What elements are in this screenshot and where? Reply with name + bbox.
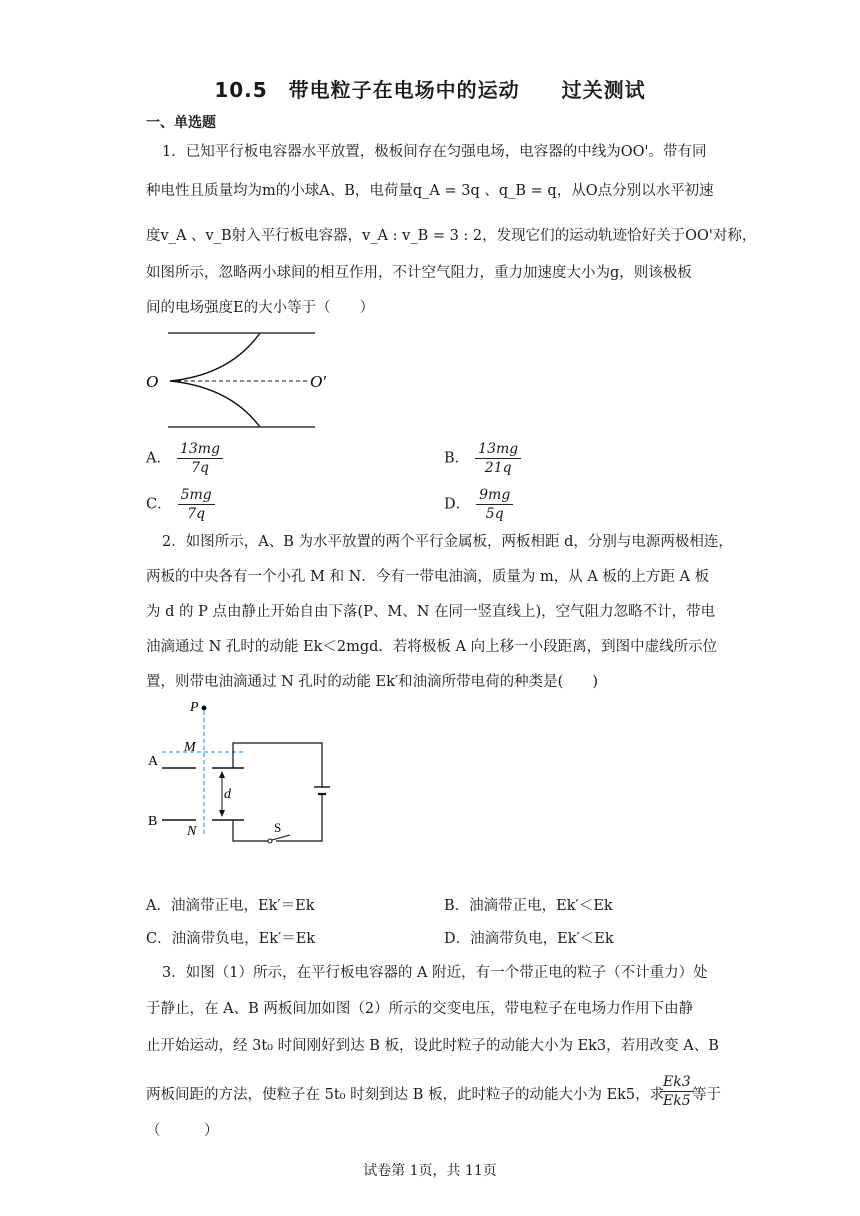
label-m: M xyxy=(184,740,196,755)
q1-option-b[interactable]: B． $\frac{13mg}{21q}$ xyxy=(444,440,521,477)
q2-option-a[interactable]: A．油滴带正电，Ek′＝Ek xyxy=(146,898,315,914)
q3-line-2: 于静止，在 A、B 两板间加如图（2）所示的交变电压，带电粒子在电场力作用下由静 xyxy=(146,1001,694,1017)
q2-line-5: 置，则带电油滴通过 N 孔时的动能 Ek′和油滴所带电荷的种类是( ) xyxy=(146,674,598,690)
q1-line-1: 1．已知平行板电容器水平放置，极板间存在匀强电场，电容器的中线为OO'。带有同 xyxy=(162,144,707,160)
q1-line-3: 度v_A 、v_B射入平行板电容器，v_A : v_B = 3 : 2，发现它们的运动轨迹恰好关于OO'对称， xyxy=(146,228,757,244)
q2-line-2: 两板的中央各有一个小孔 M 和 N．今有一带电油滴，质量为 m，从 A 板的上方距 A 板 xyxy=(146,569,710,585)
q2-option-d[interactable]: D．油滴带负电，Ek′＜Ek xyxy=(444,931,614,947)
q1-option-c[interactable]: C． $\frac{5mg}{7q}$ xyxy=(146,486,215,523)
q2-line-4: 油滴通过 N 孔时的动能 Ek＜2mgd．若将极板 A 向上移一小段距离，到图中虚线所示位 xyxy=(146,639,718,655)
q1-line-2: 种电性且质量均为m的小球A、B，电荷量q_A = 3q 、q_B = q，从O点分别以水平初速 xyxy=(146,183,714,199)
q3-line-4: 两板间距的方法，使粒子在 5t₀ 时刻到达 B 板，此时粒子的动能大小为 Ek5，求 xyxy=(146,1087,665,1103)
label-s: S xyxy=(274,820,282,835)
q1-option-a[interactable]: A． $\frac{13mg}{7q}$ xyxy=(146,440,223,477)
q2-option-b[interactable]: B．油滴带正电，Ek′＜Ek xyxy=(444,898,613,914)
q2-circuit-figure xyxy=(140,695,340,855)
q3-ratio-fraction: $\frac{Ek3}{Ek5}$ xyxy=(660,1073,694,1110)
q3-line-3: 止开始运动，经 3t₀ 时间刚好到达 B 板，设此时粒子的动能大小为 Ek3，若用改变 A、B xyxy=(146,1038,719,1054)
label-b: B xyxy=(148,814,158,829)
page-title: 10.5 带电粒子在电场中的运动 过关测试 xyxy=(214,78,646,102)
q3-line-1: 3．如图（1）所示，在平行板电容器的 A 附近，有一个带正电的粒子（不计重力）处 xyxy=(162,965,708,981)
label-o: O xyxy=(146,372,159,391)
q1-line-5: 间的电场强度E的大小等于（ ） xyxy=(146,300,375,316)
label-p: P xyxy=(190,700,199,715)
q2-option-c[interactable]: C．油滴带负电，Ek′＝Ek xyxy=(146,931,316,947)
q2-line-3: 为 d 的 P 点由静止开始自由下落(P、M、N 在同一竖直线上)，空气阻力忽略不计，带电 xyxy=(146,604,716,620)
label-a: A xyxy=(148,754,159,769)
q1-option-d[interactable]: D． $\frac{9mg}{5q}$ xyxy=(444,486,513,523)
q2-line-1: 2．如图所示，A、B 为水平放置的两个平行金属板，两板相距 d，分别与电源两极相连， xyxy=(162,534,733,550)
q1-trajectory-figure xyxy=(140,325,350,435)
q3-answer-blank: （ ） xyxy=(146,1123,219,1139)
label-n: N xyxy=(187,824,197,839)
q1-line-4: 如图所示，忽略两小球间的相互作用，不计空气阻力，重力加速度大小为g，则该极板 xyxy=(146,265,692,281)
label-o-prime: O′ xyxy=(310,372,326,391)
section-heading: 一、单选题 xyxy=(146,115,216,131)
label-d: d xyxy=(224,787,231,802)
page-footer: 试卷第 1页，共 11页 xyxy=(363,1163,497,1179)
q3-line-4-suffix: 等于 xyxy=(692,1087,721,1103)
